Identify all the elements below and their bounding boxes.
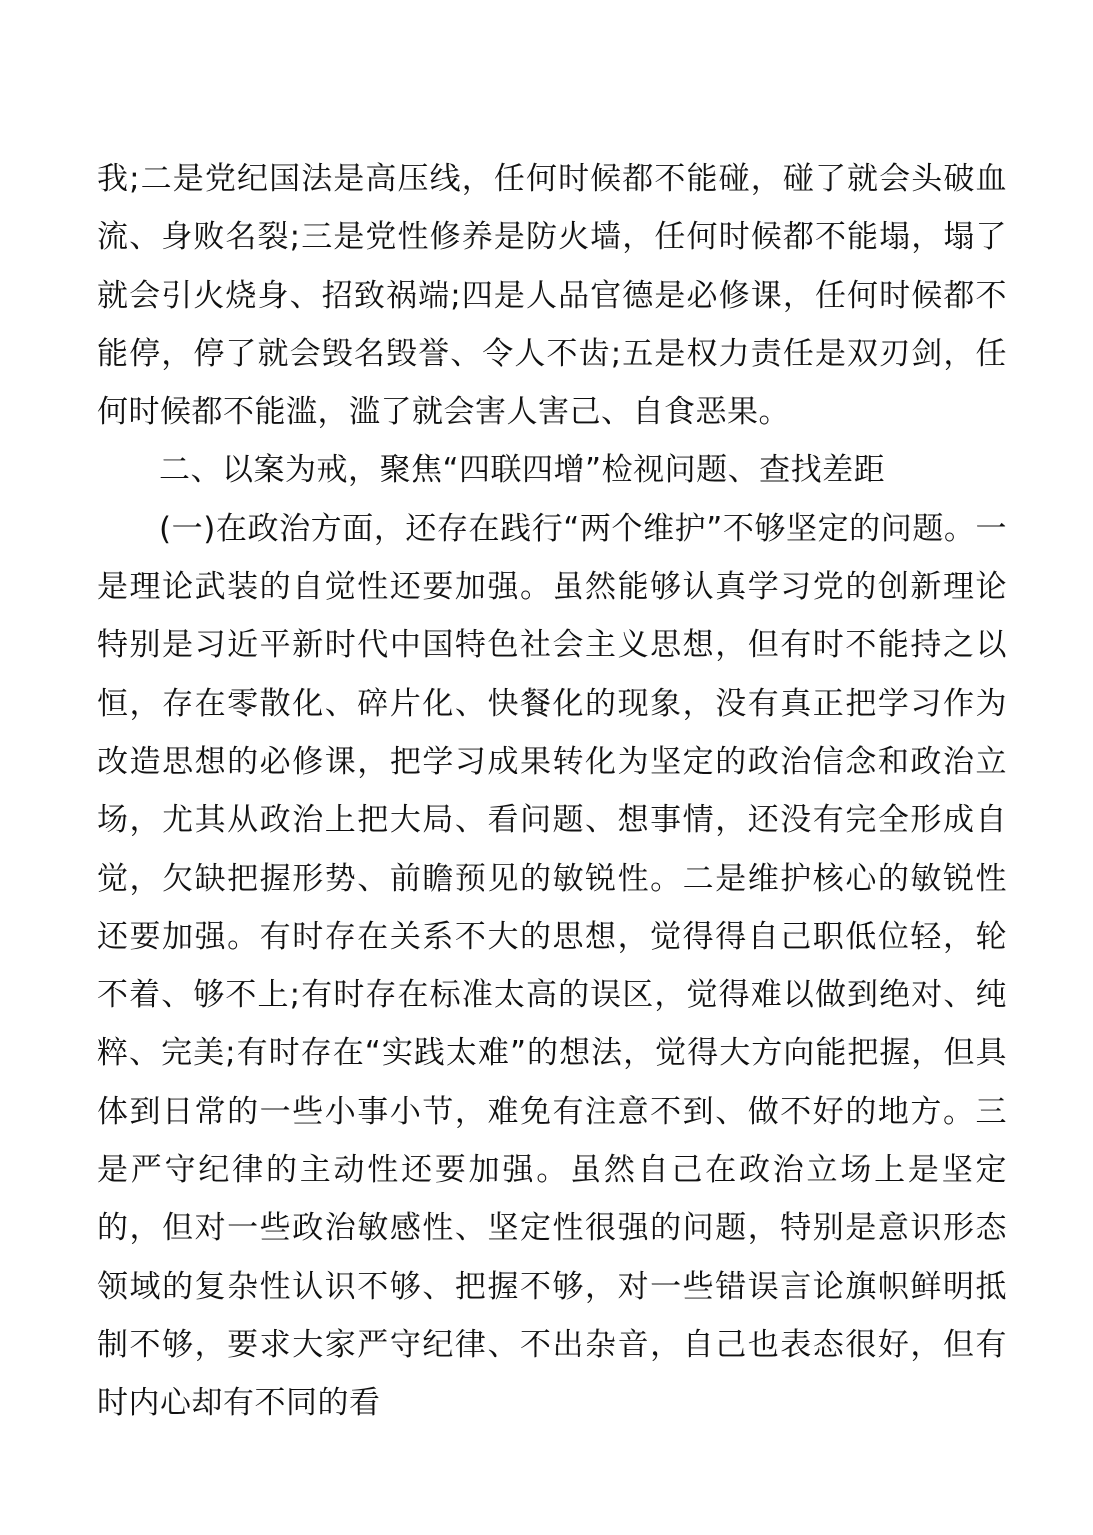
document-body bbox=[97, 150, 1007, 1433]
paragraph-continuation: 我;二是党纪国法是高压线，任何时候都不能碰，碰了就会头破血流、身败名裂;三是党性修养是防火墙，任何时候都不能塌，塌了就会引火烧身、招致祸端;四是人品官德是必修课，任何时候都不能停，停了就会毁名毁誉、令人不齿;五是权力责任是双刃剑，任何时候都不能滥，滥了就会害人害己、自食恶果。 bbox=[97, 161, 1007, 431]
section-heading: 二、以案为戒，聚焦“四联四增”检视问题、查找差距 bbox=[159, 452, 886, 489]
paragraph-political-aspect: (一)在政治方面，还存在践行“两个维护”不够坚定的问题。一是理论武装的自觉性还要加强。虽然能够认真学习党的创新理论特别是习近平新时代中国特色社会主义思想，但有时不能持之以恒，存在零散化、碎片化、快餐化的现象，没有真正把学习作为改造思想的必修课，把学习成果转化为坚定的政治信念和政治立场，尤其从政治上把大局、看问题、想事情，还没有完全形成自觉，欠缺把握形势、前瞻预见的敏锐性。二是维护核心的敏锐性还要加强。有时存在关系不大的思想，觉得得自己职低位轻，轮不着、够不上;有时存在标准太高的误区，觉得难以做到绝对、纯粹、完美;有时存在“实践太难”的想法，觉得大方向能把握，但具体到日常的一些小事小节，难免有注意不到、做不好的地方。三是严守纪律的主动性还要加强。虽然自己在政治立场上是坚定的，但对一些政治敏感性、坚定性很强的问题，特别是意识形态领域的复杂性认识不够、把握不够，对一些错误言论旗帜鲜明抵制不够，要求大家严守纪律、不出杂音，自己也表态很好，但有时内心却有不同的看 bbox=[97, 510, 1007, 1422]
